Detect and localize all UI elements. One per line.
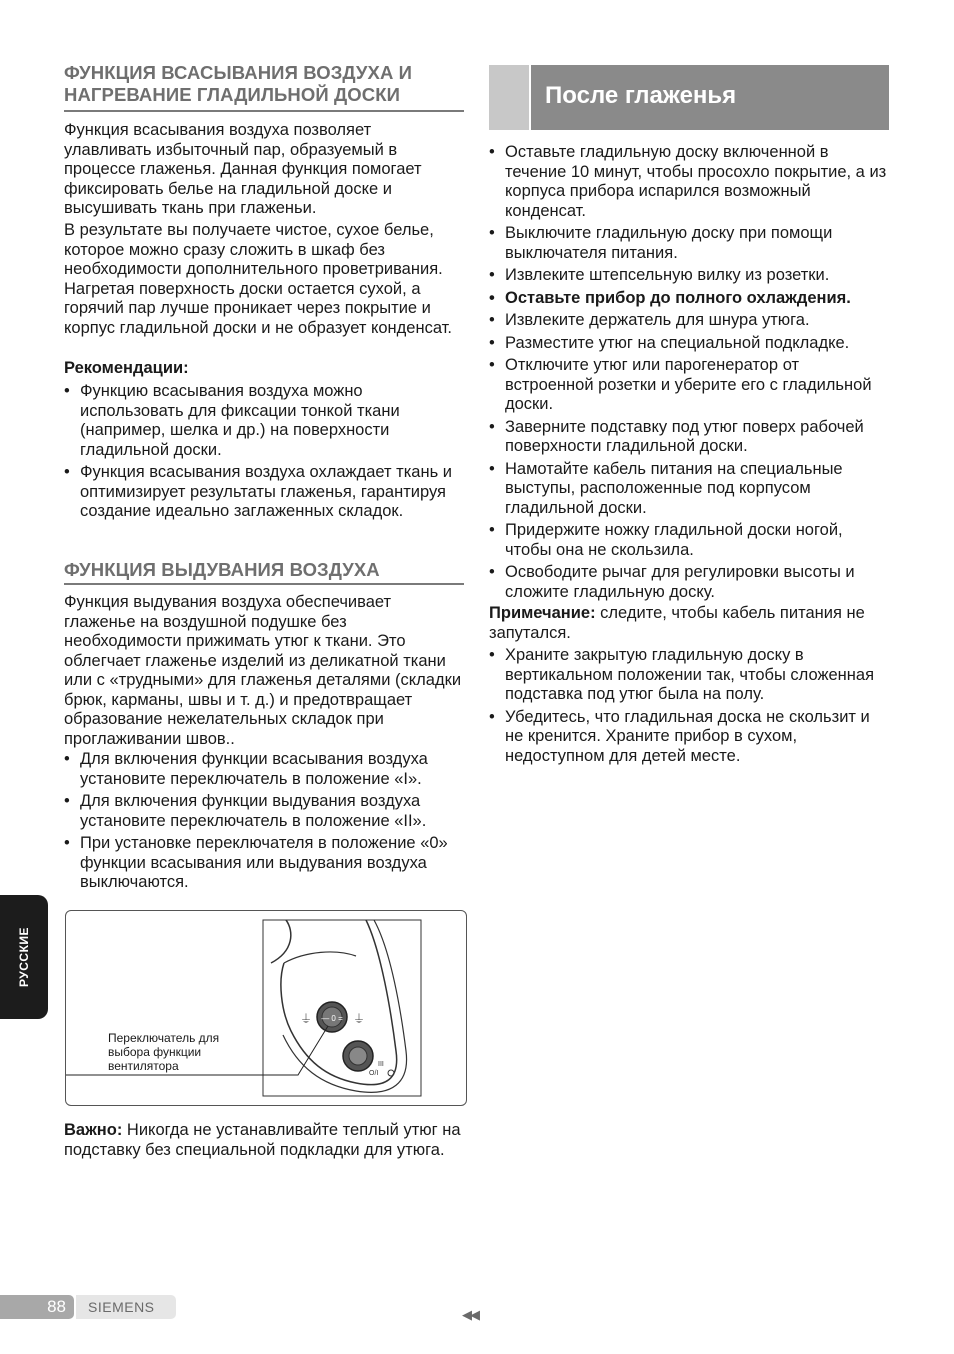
brand-name: SIEMENS	[88, 1299, 155, 1315]
list-item-bold	[489, 289, 891, 309]
section-title-line1: ФУНКЦИЯ ВСАСЫВАНИЯ ВОЗДУХА И	[64, 62, 413, 83]
switch-list	[64, 750, 464, 896]
bullet: •	[489, 417, 495, 436]
list-item-text: Функцию всасывания воздуха можно использовать для фиксации тонкой ткани (например, шелка и др.) на поверхности гладильной доски.	[80, 382, 400, 459]
list-item	[489, 418, 891, 457]
page-number: 88	[47, 1297, 66, 1316]
list-item	[64, 750, 464, 789]
list-item	[489, 563, 891, 602]
list-item	[64, 382, 464, 460]
list-item-text: Убедитесь, что гладильная доска не скользит и не кренится. Храните прибор в сухом, недоступном для детей месте.	[505, 707, 870, 765]
section-title-line2: НАГРЕВАНИЕ ГЛАДИЛЬНОЙ ДОСКИ	[64, 84, 401, 105]
list-item-text: Отключите утюг или парогенератор от встроенной розетки и уберите его с гладильной доски.	[505, 356, 872, 413]
fan-switch-figure	[65, 910, 467, 1106]
bullet: •	[64, 750, 70, 768]
banner-title: После глаженья	[545, 82, 737, 109]
list-item	[64, 792, 464, 831]
list-item	[489, 224, 891, 263]
list-item	[489, 646, 891, 705]
power-label-top: III	[378, 1061, 384, 1068]
figure-caption-line2: выбора функции	[108, 1045, 202, 1059]
recommendations-list	[64, 382, 464, 525]
bullet: •	[64, 792, 70, 810]
list-item	[489, 356, 891, 415]
bullet: •	[489, 356, 495, 374]
list-item-text: Для включения функции выдувания воздуха установите переключатель в положение «II».	[80, 792, 427, 830]
bullet: •	[489, 333, 495, 352]
banner-square	[489, 65, 529, 130]
power-label-bottom: O/I	[369, 1070, 379, 1077]
paragraph: Функция всасывания воздуха позволяет улавливать избыточный пар, образуемый в процессе глаженья. Данная функция помогает фиксировать белье на гладильной доске и высушивать ткань при глаженьи.	[64, 121, 422, 217]
bullet: •	[489, 311, 495, 329]
list-item-text: Придержите ножку гладильной доски ногой, чтобы она не скользила.	[505, 521, 843, 559]
list-item	[489, 311, 891, 331]
list-item-text: Заверните подставку под утюг поверх рабочей поверхности гладильной доски.	[505, 417, 864, 455]
list-item-text: Извлеките держатель для шнура утюга.	[505, 311, 810, 329]
list-item-text: Храните закрытую гладильную доску в вертикальном положении так, чтобы сложенная подставка под утюг была на полу.	[505, 646, 875, 703]
section-title-blowing: ФУНКЦИЯ ВЫДУВАНИЯ ВОЗДУХА	[64, 559, 380, 580]
bullet: •	[64, 382, 70, 400]
list-item	[489, 334, 891, 354]
bullet: •	[489, 143, 495, 161]
important-note	[64, 1121, 464, 1160]
after-ironing-banner	[489, 65, 889, 130]
list-item	[64, 834, 464, 893]
bullet: •	[64, 834, 70, 852]
switch-positions-label: — 0 =	[321, 1014, 343, 1023]
language-tab	[0, 895, 48, 1019]
fan-blowing-icon: ⏚	[352, 1012, 366, 1026]
list-item	[64, 463, 464, 522]
after-ironing-list	[489, 143, 891, 605]
bullet: •	[489, 646, 495, 664]
list-item-text: Оставьте гладильную доску включенной в течение 10 минут, чтобы просохло покрытие, а из корпуса прибора испарился возможный конденсат.	[505, 143, 887, 220]
brand-badge	[76, 1295, 176, 1319]
list-item-text: Для включения функции всасывания воздуха установите переключатель в положение «I».	[80, 750, 428, 788]
bullet: •	[489, 288, 495, 307]
list-item-text: Выключите гладильную доску при помощи выключателя питания.	[505, 224, 833, 262]
figure-caption-line3: вентилятора	[108, 1059, 179, 1073]
section-rule	[64, 583, 464, 585]
note-label: Примечание:	[489, 604, 596, 622]
list-item-text: Разместите утюг на специальной подкладке.	[505, 333, 850, 352]
bullet: •	[489, 224, 495, 242]
storage-list	[489, 646, 891, 769]
list-item	[489, 708, 891, 767]
fan-suction-icon: ⏚	[299, 1012, 313, 1026]
figure-caption-line1: Переключатель для	[108, 1031, 220, 1045]
important-label: Важно:	[64, 1121, 123, 1139]
list-item	[489, 460, 891, 519]
paragraph: Функция выдувания воздуха обеспечивает глаженье на воздушной подушке без необходимости прижимать утюг к ткани. Это облегчает глаженье изделий из деликатной ткани или с «трудными» для глаженья деталями (складки брюк, карманы, швы и т. д.) и предотвращает образование нежелательных складок при проглаживании швов..	[64, 593, 462, 748]
list-item-text: Намотайте кабель питания на специальные выступы, расположенные под корпусом гладильной доски.	[505, 459, 843, 517]
list-item	[489, 143, 891, 221]
section-title-suction	[64, 62, 464, 106]
bullet: •	[64, 463, 70, 481]
note	[489, 604, 889, 643]
paragraph: В результате вы получаете чистое, сухое белье, которое можно сразу сложить в шкаф без необходимости дополнительного проветривания. Нагретая поверхность доски остается сухой, а горячий пар лучше проникает через покрытие и корпус гладильной доски и не образует конденсат.	[64, 221, 452, 337]
recommendations-label: Рекомендации:	[64, 359, 189, 377]
bullet: •	[489, 563, 495, 581]
section-rule	[64, 110, 464, 112]
bullet: •	[489, 707, 495, 726]
fan-switch-illustration	[66, 911, 466, 1105]
bullet: •	[489, 459, 495, 478]
language-tab-label: РУССКИЕ	[17, 926, 31, 988]
list-item	[489, 521, 891, 560]
list-item-text: Функция всасывания воздуха охлаждает ткань и оптимизирует результаты глаженья, гарантируя создание идеально заглаженных складок.	[80, 463, 452, 520]
list-item-text: Извлеките штепсельную вилку из розетки.	[505, 266, 830, 284]
list-item-text: При установке переключателя в положение «0» функции всасывания или выдувания воздуха выключаются.	[80, 834, 448, 891]
important-text: Никогда не устанавливайте теплый утюг на подставку без специальной подкладки для утюга.	[64, 1121, 461, 1159]
list-item	[489, 266, 891, 286]
note-text: следите, чтобы кабель питания не запутался.	[489, 604, 865, 642]
bullet: •	[489, 521, 495, 539]
nav-arrows-icon[interactable]: ◀◀	[462, 1307, 478, 1322]
list-item-text: Оставьте прибор до полного охлаждения.	[505, 288, 851, 307]
bullet: •	[489, 266, 495, 284]
page-number-badge	[0, 1295, 74, 1319]
list-item-text: Освободите рычаг для регулировки высоты и сложите гладильную доску.	[505, 563, 855, 601]
